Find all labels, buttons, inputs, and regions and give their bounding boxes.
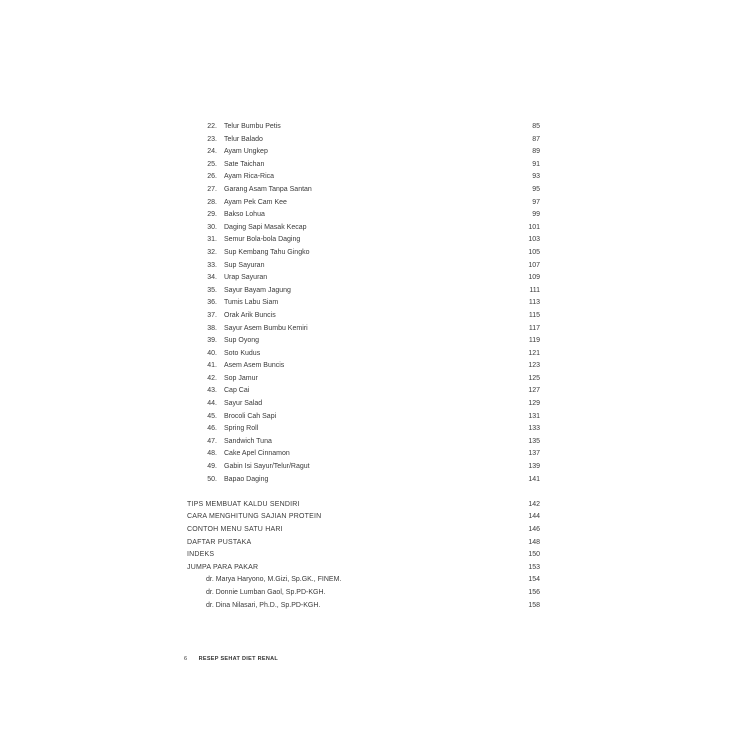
entry-title: Sate Taichan [224, 160, 265, 168]
entry-number: 41. [207, 362, 217, 370]
entry-title: Sup Sayuran [224, 261, 265, 269]
toc-recipe-entry[interactable] [0, 423, 756, 436]
entry-title: Sop Jamur [224, 374, 258, 382]
entry-number: 40. [207, 349, 217, 357]
entry-number: 38. [207, 324, 217, 332]
entry-title: Brocoli Cah Sapi [224, 412, 277, 420]
toc-recipe-entry[interactable] [0, 184, 756, 197]
toc-recipe-entry[interactable] [0, 247, 756, 260]
entry-title: Semur Bola-bola Daging [224, 236, 301, 244]
toc-recipe-entry[interactable] [0, 461, 756, 474]
section-title: CARA MENGHITUNG SAJIAN PROTEIN [187, 513, 322, 521]
page-footer [184, 654, 278, 664]
toc-recipe-entry[interactable] [0, 323, 756, 336]
entry-title: Orak Arik Buncis [224, 311, 276, 319]
entry-page-number: 101 [528, 223, 540, 231]
entry-title: Telur Bumbu Petis [224, 123, 281, 130]
entry-number: 22. [207, 123, 217, 130]
toc-recipe-entry[interactable] [0, 411, 756, 424]
entry-number: 32. [207, 248, 217, 256]
entry-page-number: 117 [528, 324, 540, 332]
entry-page-number: 89 [532, 148, 540, 156]
section-page-number: 142 [528, 500, 540, 508]
entry-number: 26. [207, 173, 217, 181]
entry-number: 34. [207, 274, 217, 282]
entry-title: Garang Asam Tanpa Santan [224, 185, 312, 193]
entry-number: 24. [207, 148, 217, 156]
entry-page-number: 103 [528, 236, 540, 244]
entry-title: Cake Apel Cinnamon [224, 450, 290, 458]
entry-page-number: 133 [528, 425, 540, 433]
toc-recipe-entry[interactable] [0, 121, 756, 134]
entry-title: Urap Sayuran [224, 274, 268, 282]
entry-page-number: 97 [532, 198, 540, 206]
entry-number: 36. [207, 299, 217, 307]
section-title: CONTOH MENU SATU HARI [187, 526, 283, 533]
entry-page-number: 93 [532, 173, 540, 181]
table-of-contents [0, 121, 756, 612]
entry-number: 43. [207, 387, 217, 395]
footer-book-title: RESEP SEHAT DIET RENAL [198, 656, 279, 662]
entry-title: Ayam Ungkep [224, 148, 268, 156]
toc-section-entry[interactable] [0, 499, 756, 512]
toc-recipe-entry[interactable] [0, 385, 756, 398]
toc-recipe-entry[interactable] [0, 297, 756, 310]
entry-page-number: 119 [528, 337, 540, 345]
section-title: JUMPA PARA PAKAR [187, 563, 259, 571]
entry-number: 50. [207, 475, 217, 483]
toc-recipe-entry[interactable] [0, 222, 756, 235]
section-page-number: 146 [528, 526, 540, 533]
entry-title: Sayur Salad [224, 400, 263, 408]
section-page-number: 144 [528, 513, 540, 521]
toc-expert-entry[interactable] [0, 600, 756, 613]
entry-number: 37. [207, 311, 217, 319]
toc-recipe-entry[interactable] [0, 448, 756, 461]
toc-section-entry[interactable] [0, 511, 756, 524]
entry-page-number: 107 [528, 261, 540, 269]
recipe-list [0, 121, 756, 486]
toc-recipe-entry[interactable] [0, 360, 756, 373]
entry-title: Bapao Daging [224, 475, 269, 483]
toc-recipe-entry[interactable] [0, 285, 756, 298]
entry-title: Telur Balado [224, 135, 263, 143]
entry-number: 30. [207, 223, 217, 231]
expert-list [0, 574, 756, 612]
toc-section-entry[interactable] [0, 549, 756, 562]
entry-page-number: 141 [528, 475, 540, 483]
entry-number: 33. [207, 261, 217, 269]
entry-number: 28. [207, 198, 217, 206]
entry-page-number: 111 [529, 286, 540, 294]
entry-page-number: 85 [532, 123, 540, 130]
entry-number: 35. [207, 286, 217, 294]
entry-page-number: 123 [528, 362, 540, 370]
entry-title: Sayur Asem Bumbu Kemiri [224, 324, 308, 332]
entry-title: Ayam Rica-Rica [224, 173, 275, 181]
entry-page-number: 113 [528, 299, 540, 307]
entry-title: Tumis Labu Siam [224, 299, 279, 307]
entry-title: Cap Cai [224, 387, 250, 395]
footer-page-number: 6 [184, 656, 188, 662]
entry-page-number: 131 [528, 412, 540, 420]
section-title: DAFTAR PUSTAKA [187, 538, 252, 546]
expert-name: dr. Marya Haryono, M.Gizi, Sp.GK., FINEM. [206, 576, 342, 584]
entry-page-number: 91 [532, 160, 540, 168]
entry-page-number: 139 [528, 463, 540, 471]
entry-title: Sup Kembang Tahu Gingko [224, 248, 310, 256]
toc-recipe-entry[interactable] [0, 146, 756, 159]
entry-number: 39. [207, 337, 217, 345]
entry-title: Asem Asem Buncis [224, 362, 285, 370]
entry-page-number: 95 [532, 185, 540, 193]
toc-recipe-entry[interactable] [0, 260, 756, 273]
entry-title: Spring Roll [224, 425, 259, 433]
toc-section-entry[interactable] [0, 562, 756, 575]
entry-page-number: 109 [528, 274, 540, 282]
entry-number: 23. [207, 135, 217, 143]
entry-number: 45. [207, 412, 217, 420]
entry-number: 48. [207, 450, 217, 458]
entry-title: Sandwich Tuna [224, 437, 272, 445]
section-list [0, 499, 756, 575]
toc-recipe-entry[interactable] [0, 335, 756, 348]
section-page-number: 148 [528, 538, 540, 546]
toc-section-entry[interactable] [0, 537, 756, 550]
section-gap [0, 486, 756, 499]
entry-title: Bakso Lohua [224, 211, 265, 219]
expert-name: dr. Dina Nilasari, Ph.D., Sp.PD-KGH. [206, 601, 321, 609]
expert-page-number: 158 [528, 601, 540, 609]
toc-recipe-entry[interactable] [0, 398, 756, 411]
entry-page-number: 135 [528, 437, 540, 445]
toc-expert-entry[interactable] [0, 574, 756, 587]
toc-recipe-entry[interactable] [0, 310, 756, 323]
entry-number: 25. [207, 160, 217, 168]
entry-number: 27. [207, 185, 217, 193]
expert-name: dr. Donnie Lumban Gaol, Sp.PD-KGH. [206, 588, 326, 596]
entry-number: 42. [207, 374, 217, 382]
entry-number: 47. [207, 437, 217, 445]
entry-title: Soto Kudus [224, 349, 261, 357]
entry-title: Ayam Pek Cam Kee [224, 198, 287, 206]
entry-title: Sayur Bayam Jagung [224, 286, 291, 294]
toc-recipe-entry[interactable] [0, 474, 756, 487]
toc-recipe-entry[interactable] [0, 171, 756, 184]
entry-number: 44. [207, 400, 217, 408]
toc-recipe-entry[interactable] [0, 436, 756, 449]
entry-page-number: 99 [532, 211, 540, 219]
toc-recipe-entry[interactable] [0, 159, 756, 172]
toc-recipe-entry[interactable] [0, 209, 756, 222]
entry-number: 29. [207, 211, 217, 219]
entry-title: Daging Sapi Masak Kecap [224, 223, 307, 231]
section-page-number: 150 [528, 551, 540, 559]
entry-page-number: 87 [532, 135, 540, 143]
entry-page-number: 115 [528, 311, 540, 319]
toc-recipe-entry[interactable] [0, 234, 756, 247]
toc-expert-entry[interactable] [0, 587, 756, 600]
entry-number: 46. [207, 425, 217, 433]
toc-recipe-entry[interactable] [0, 272, 756, 285]
toc-recipe-entry[interactable] [0, 348, 756, 361]
toc-recipe-entry[interactable] [0, 197, 756, 210]
entry-page-number: 105 [528, 248, 540, 256]
entry-number: 31. [207, 236, 217, 244]
entry-title: Gabin Isi Sayur/Telur/Ragut [224, 463, 310, 471]
section-title: TIPS MEMBUAT KALDU SENDIRI [187, 500, 300, 508]
toc-section-entry[interactable] [0, 524, 756, 537]
expert-page-number: 156 [528, 588, 540, 596]
entry-page-number: 125 [528, 374, 540, 382]
section-page-number: 153 [528, 563, 540, 571]
entry-page-number: 129 [528, 400, 540, 408]
entry-page-number: 127 [528, 387, 540, 395]
entry-page-number: 137 [528, 450, 540, 458]
expert-page-number: 154 [528, 576, 540, 584]
toc-recipe-entry[interactable] [0, 134, 756, 147]
toc-recipe-entry[interactable] [0, 373, 756, 386]
entry-number: 49. [207, 463, 217, 471]
entry-title: Sup Oyong [224, 337, 260, 345]
entry-page-number: 121 [528, 349, 540, 357]
section-title: INDEKS [187, 551, 215, 559]
